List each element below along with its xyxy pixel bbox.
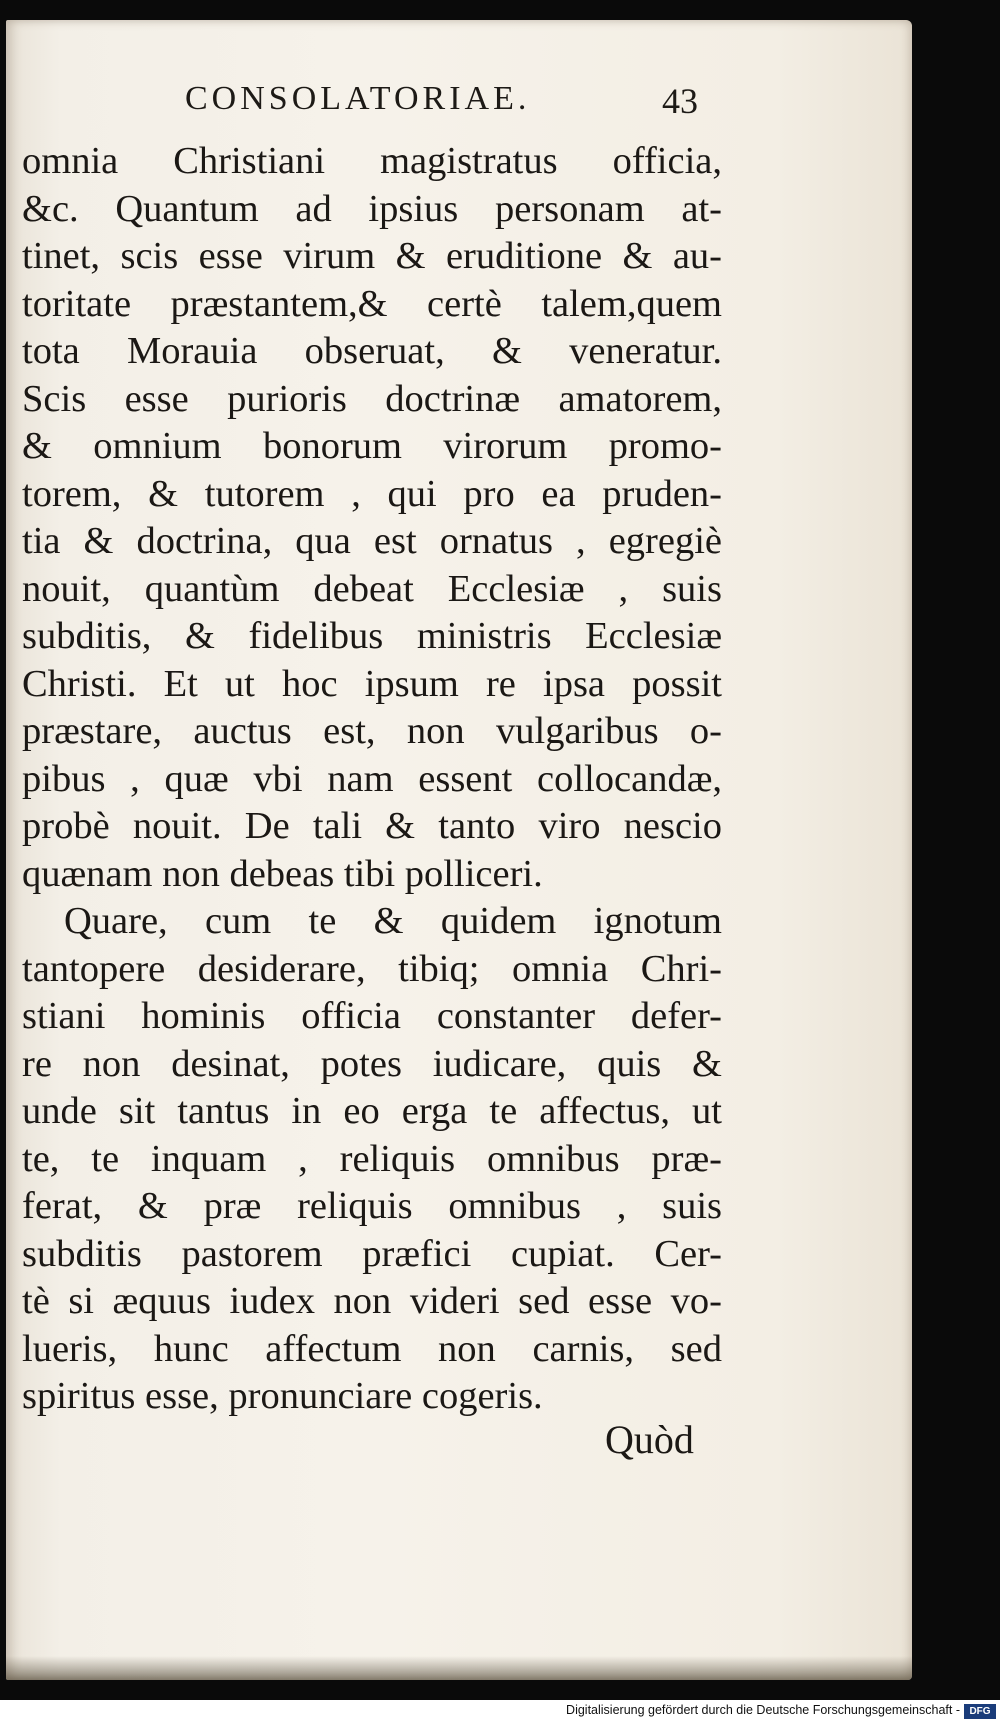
text-line: tia & doctrina, qua est ornatus , egregiè bbox=[22, 520, 722, 562]
text-line: torem, & tutorem , qui pro ea pruden- bbox=[22, 472, 722, 515]
digitization-footer bbox=[0, 1700, 1000, 1725]
body-text bbox=[22, 138, 722, 1421]
text-line: tinet, scis esse virum & eruditione & au- bbox=[22, 235, 722, 277]
text-line: pibus , quæ vbi nam essent collocandæ, bbox=[22, 757, 722, 800]
running-head: CONSOLATORIAE. bbox=[185, 80, 531, 117]
text-line: quænam non debeas tibi polliceri. bbox=[22, 852, 543, 895]
text-line: subditis, & fidelibus ministris Ecclesiæ bbox=[22, 615, 722, 657]
catchword: Quòd bbox=[605, 1417, 694, 1462]
text-line: toritate præstantem,& certè talem,quem bbox=[22, 282, 722, 325]
text-line: tè si æquus iudex non videri sed esse vo- bbox=[22, 1280, 722, 1322]
text-line: te, te inquam , reliquis omnibus præ- bbox=[22, 1137, 722, 1180]
text-line: &c. Quantum ad ipsius personam at- bbox=[22, 187, 722, 230]
text-line: stiani hominis officia constanter defer- bbox=[22, 995, 722, 1037]
text-line: Scis esse purioris doctrinæ amatorem, bbox=[22, 377, 722, 420]
text-line: lueris, hunc affectum non carnis, sed bbox=[22, 1327, 722, 1370]
text-line: ferat, & præ reliquis omnibus , suis bbox=[22, 1185, 722, 1227]
text-line: tota Morauia obseruat, & veneratur. bbox=[22, 330, 722, 372]
funding-credit: Digitalisierung gefördert durch die Deutsche Forschungsgemeinschaft - bbox=[566, 1703, 960, 1717]
text-line: probè nouit. De tali & tanto viro nescio bbox=[22, 805, 722, 847]
text-line: re non desinat, potes iudicare, quis & bbox=[22, 1042, 722, 1085]
page-edge-shadow bbox=[6, 1656, 912, 1680]
text-line: tantopere desiderare, tibiq; omnia Chri- bbox=[22, 947, 722, 990]
text-line: Quare, cum te & quidem ignotum bbox=[64, 900, 722, 942]
page-header bbox=[175, 66, 698, 126]
text-line: nouit, quantùm debeat Ecclesiæ , suis bbox=[22, 567, 722, 610]
text-line: unde sit tantus in eo erga te affectus, ut bbox=[22, 1090, 722, 1132]
dfg-logo: DFG bbox=[964, 1704, 996, 1719]
text-line: præstare, auctus est, non vulgaribus o- bbox=[22, 710, 722, 752]
text-line: & omnium bonorum virorum promo- bbox=[22, 425, 722, 467]
text-line: subditis pastorem præfici cupiat. Cer- bbox=[22, 1232, 722, 1275]
text-line: omnia Christiani magistratus officia, bbox=[22, 140, 722, 182]
page-number: 43 bbox=[662, 81, 698, 121]
text-line: Christi. Et ut hoc ipsum re ipsa possit bbox=[22, 662, 722, 705]
text-line: spiritus esse, pronunciare cogeris. bbox=[22, 1375, 543, 1417]
